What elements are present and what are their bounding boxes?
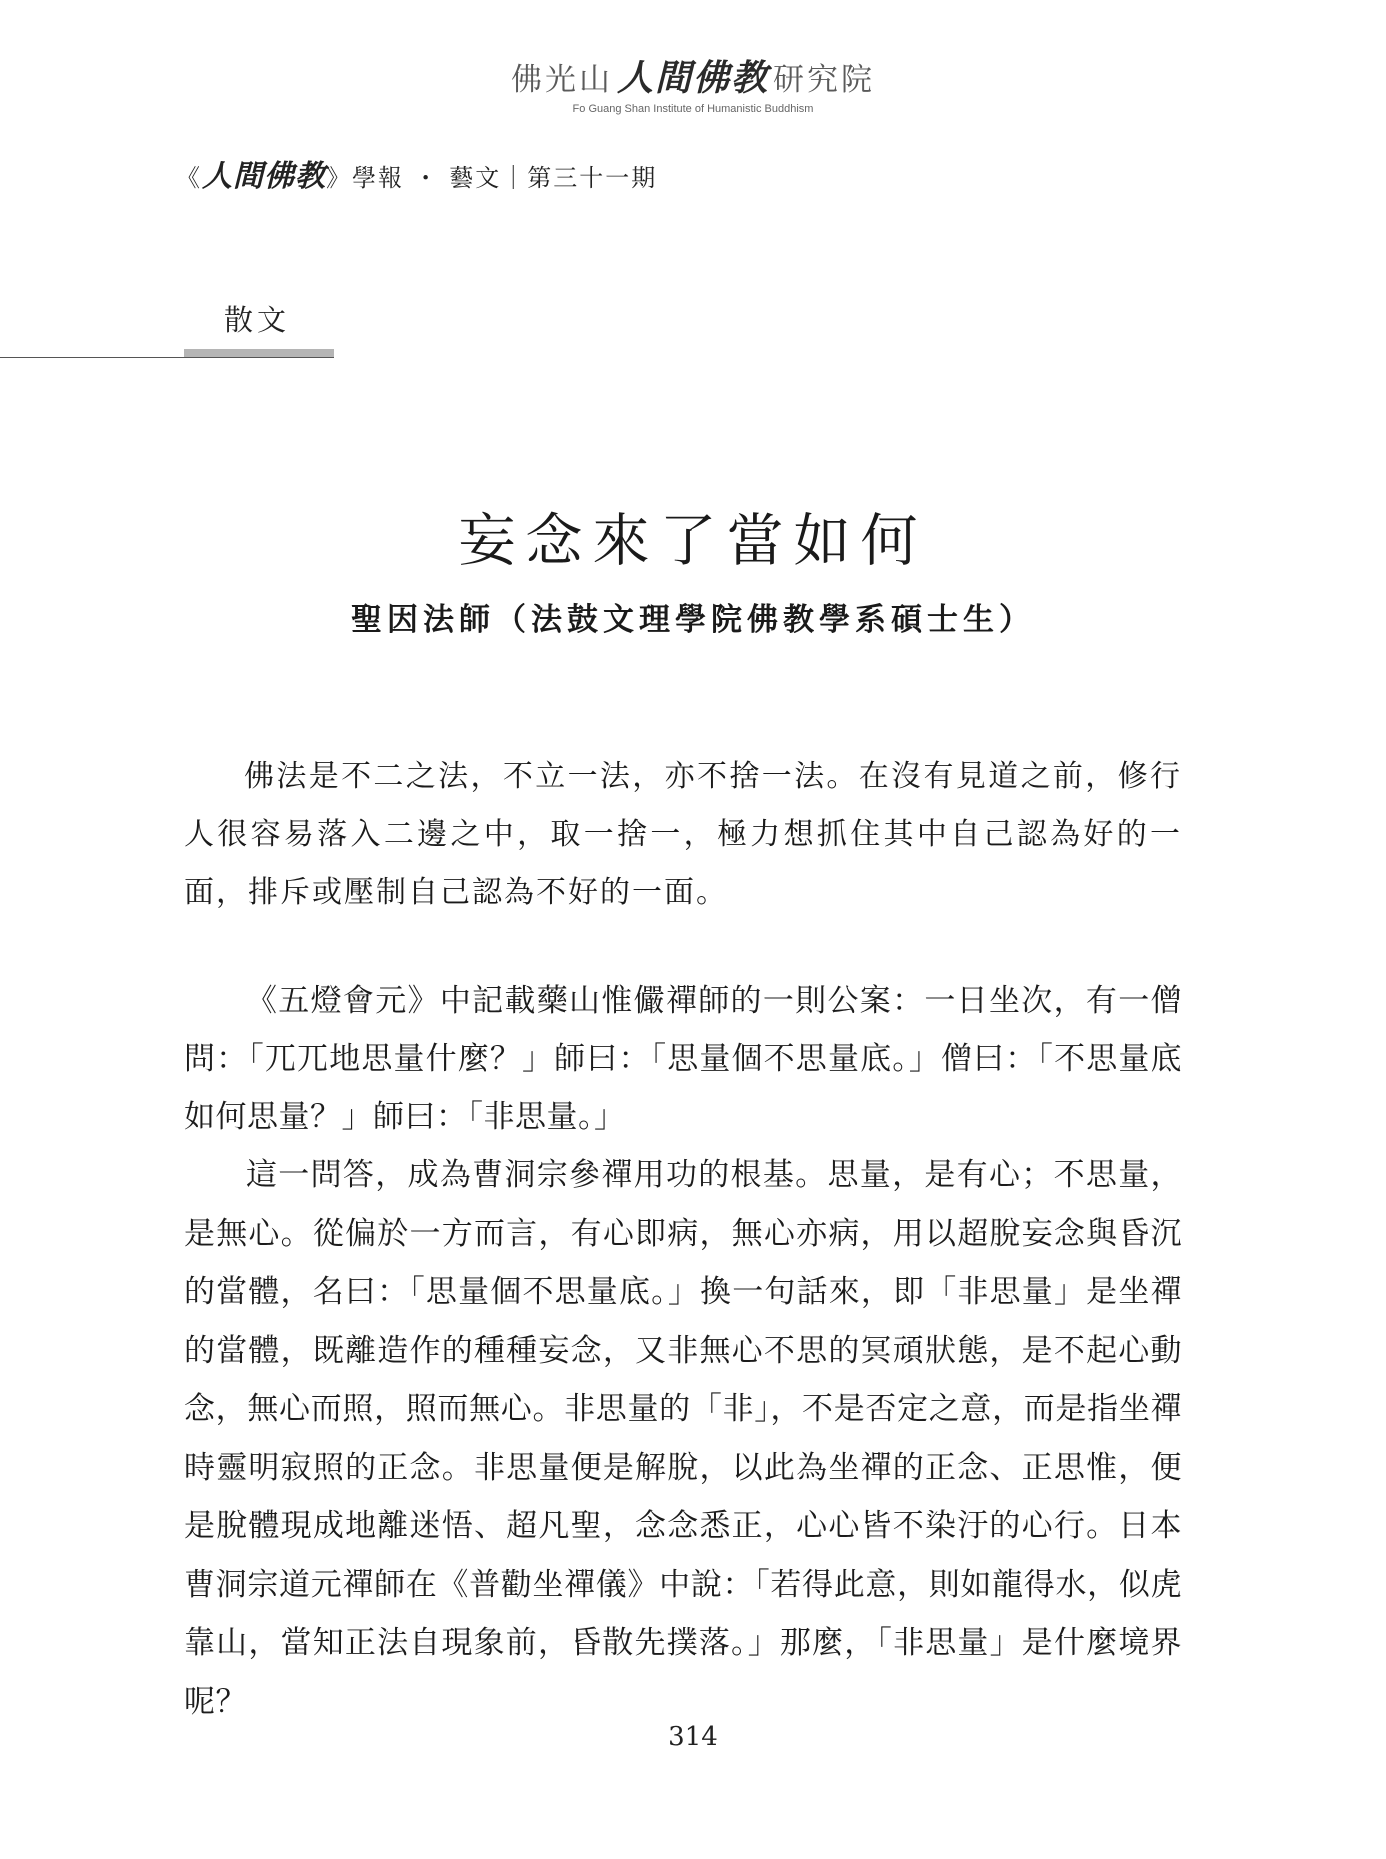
journal-open-quote: 《 [176,164,202,192]
journal-issue-info: 》學報 ・ 藝文｜第三十一期 [326,164,658,192]
institute-prefix: 佛光山 [510,62,613,98]
article-title: 妄念來了當如何 [458,508,928,575]
institute-english-name: Fo Guang Shan Institute of Humanistic Buddhism [572,103,814,115]
section-label: 散文 [224,303,291,337]
article-author: 聖因法師（法鼓文理學院佛教學系碩士生） [351,602,1035,638]
body-paragraph: 佛法是不二之法，不立一法，亦不捨一法。在沒有見道之前，修行人很容易落入二邊之中，取一捨一，極力想抓住其中自己認為好的一面，排斥或壓制自己認為不好的一面。 [184,759,1182,910]
body-paragraph: 這一問答，成為曹洞宗參禪用功的根基。思量，是有心；不思量，是無心。從偏於一方而言，有心即病，無心亦病，用以超脫妄念與昏沉的當體，名曰：「思量個不思量底。」換一句話來，即「非思量」是坐禪的當體，既離造作的種種妄念，又非無心不思的冥頑狀態，是不起心動念，無心而照，照而無心。非思量的「非」，不是否定之意，而是指坐禪時靈明寂照的正念。非思量便是解脫，以此為坐禪的正念、正思惟，便是脫體現成地離迷悟、超凡聖，念念悉正，心心皆不染汙的心行。日本曹洞宗道元禪師在《普勸坐禪儀》中說：「若得此意，則如龍得水，似虎靠山，當知正法自現象前，昏散先撲落。」那麼，「非思量」是什麼境界呢？ [184,1157,1182,1720]
body-paragraph: 《五燈會元》中記載藥山惟儼禪師的一則公案：一日坐次，有一僧問：「兀兀地思量什麼？」師曰：「思量個不思量底。」僧曰：「不思量底如何思量？」師曰：「非思量。」 [184,983,1182,1135]
section-divider-line [0,357,334,358]
section-underline-bar [184,349,334,357]
institute-header [0,58,1386,116]
institute-brand-logo: 人間佛教 [616,57,769,99]
page-number: 314 [668,1722,718,1752]
journal-running-head [176,160,657,195]
institute-suffix: 研究院 [773,62,875,98]
institute-name [0,58,1386,100]
journal-brand: 人間佛教 [202,159,326,194]
